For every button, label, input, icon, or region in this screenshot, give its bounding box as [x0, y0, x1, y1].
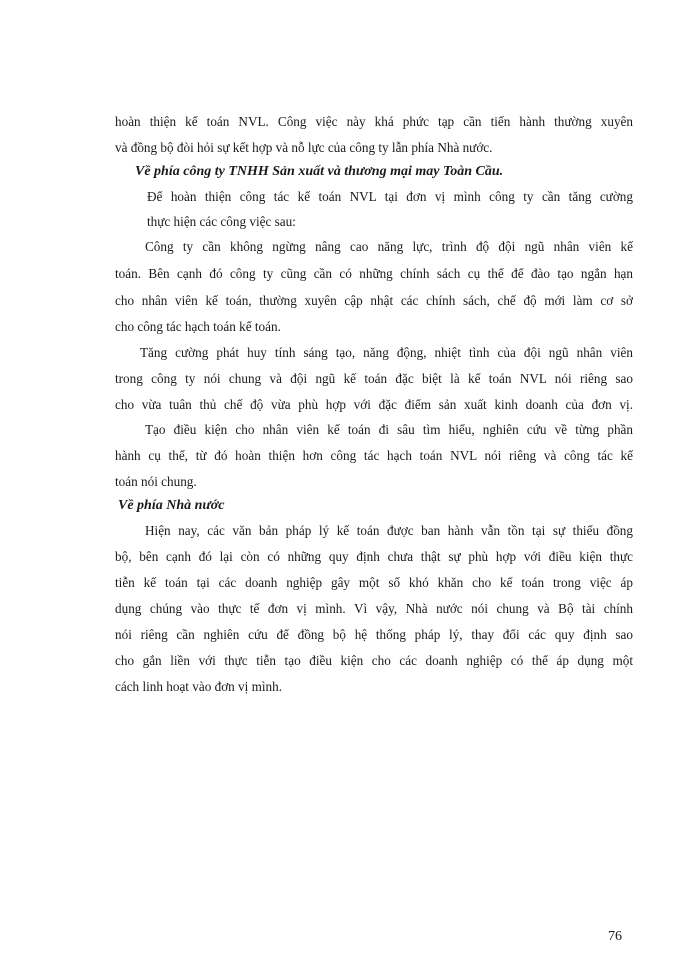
paragraph-line: trong công ty nói chung và đội ngũ kế toán đặc biệt là kế toán NVL nói riêng sao: [115, 371, 633, 386]
paragraph-line: cho nhân viên kế toán, thường xuyên cập nhật các chính sách, chế độ mới làm cơ sở: [115, 293, 633, 308]
paragraph-line: bộ, bên cạnh đó lại còn có những quy định chưa thật sự phù hợp với điều kiện thực: [115, 549, 633, 564]
paragraph-line: Để hoàn thiện công tác kế toán NVL tại đơn vị mình công ty cần tăng cường: [147, 189, 633, 204]
paragraph-line: toán nói chung.: [115, 474, 197, 489]
paragraph-line: Tăng cường phát huy tính sáng tạo, năng động, nhiệt tình của đội ngũ nhân viên: [140, 345, 633, 360]
section-heading-state: Về phía Nhà nước: [118, 498, 225, 513]
paragraph-line: cho gắn liền với thực tiễn tạo điều kiện cho các doanh nghiệp có thể áp dụng một: [115, 653, 633, 668]
paragraph-line: và đồng bộ đòi hỏi sự kết hợp và nỗ lực của công ty lẫn phía Nhà nước.: [115, 140, 493, 155]
section-heading-company: Về phía công ty TNHH Sản xuất và thương mại may Toàn Cầu.: [135, 164, 504, 179]
paragraph-line: hoàn thiện kế toán NVL. Công việc này khá phức tạp cần tiến hành thường xuyên: [115, 114, 633, 129]
paragraph-line: cho công tác hạch toán kế toán.: [115, 319, 281, 334]
paragraph-line: tiễn kế toán tại các doanh nghiệp gây một số khó khăn cho kế toán trong việc áp: [115, 575, 633, 590]
page-number: 76: [608, 929, 622, 944]
paragraph-line: nói riêng cần nghiên cứu để đồng bộ hệ thống pháp lý, thay đổi các quy định sao: [115, 627, 633, 642]
paragraph-line: toán. Bên cạnh đó công ty cũng cần có những chính sách cụ thể để đào tạo ngắn hạn: [115, 266, 633, 281]
paragraph-line: cách linh hoạt vào đơn vị mình.: [115, 679, 283, 694]
paragraph-line: hành cụ thể, từ đó hoàn thiện hơn công tác hạch toán NVL nói riêng và công tác kế: [115, 448, 633, 463]
paragraph-line: Công ty cần không ngừng nâng cao năng lực, trình độ đội ngũ nhân viên kế: [145, 239, 633, 254]
paragraph-line: thực hiện các công việc sau:: [147, 214, 296, 229]
paragraph-line: Hiện nay, các văn bản pháp lý kế toán được ban hành vẫn tồn tại sự thiếu đồng: [145, 523, 633, 538]
paragraph-line: dụng chúng vào thực tế đơn vị mình. Vì vậy, Nhà nước nói chung và Bộ tài chính: [115, 601, 633, 616]
paragraph-line: Tạo điều kiện cho nhân viên kế toán đi sâu tìm hiểu, nghiên cứu về từng phần: [145, 422, 633, 437]
paragraph-line: cho vừa tuân thủ chế độ vừa phù hợp với đặc điểm sản xuất kinh doanh của đơn vị.: [115, 397, 633, 412]
